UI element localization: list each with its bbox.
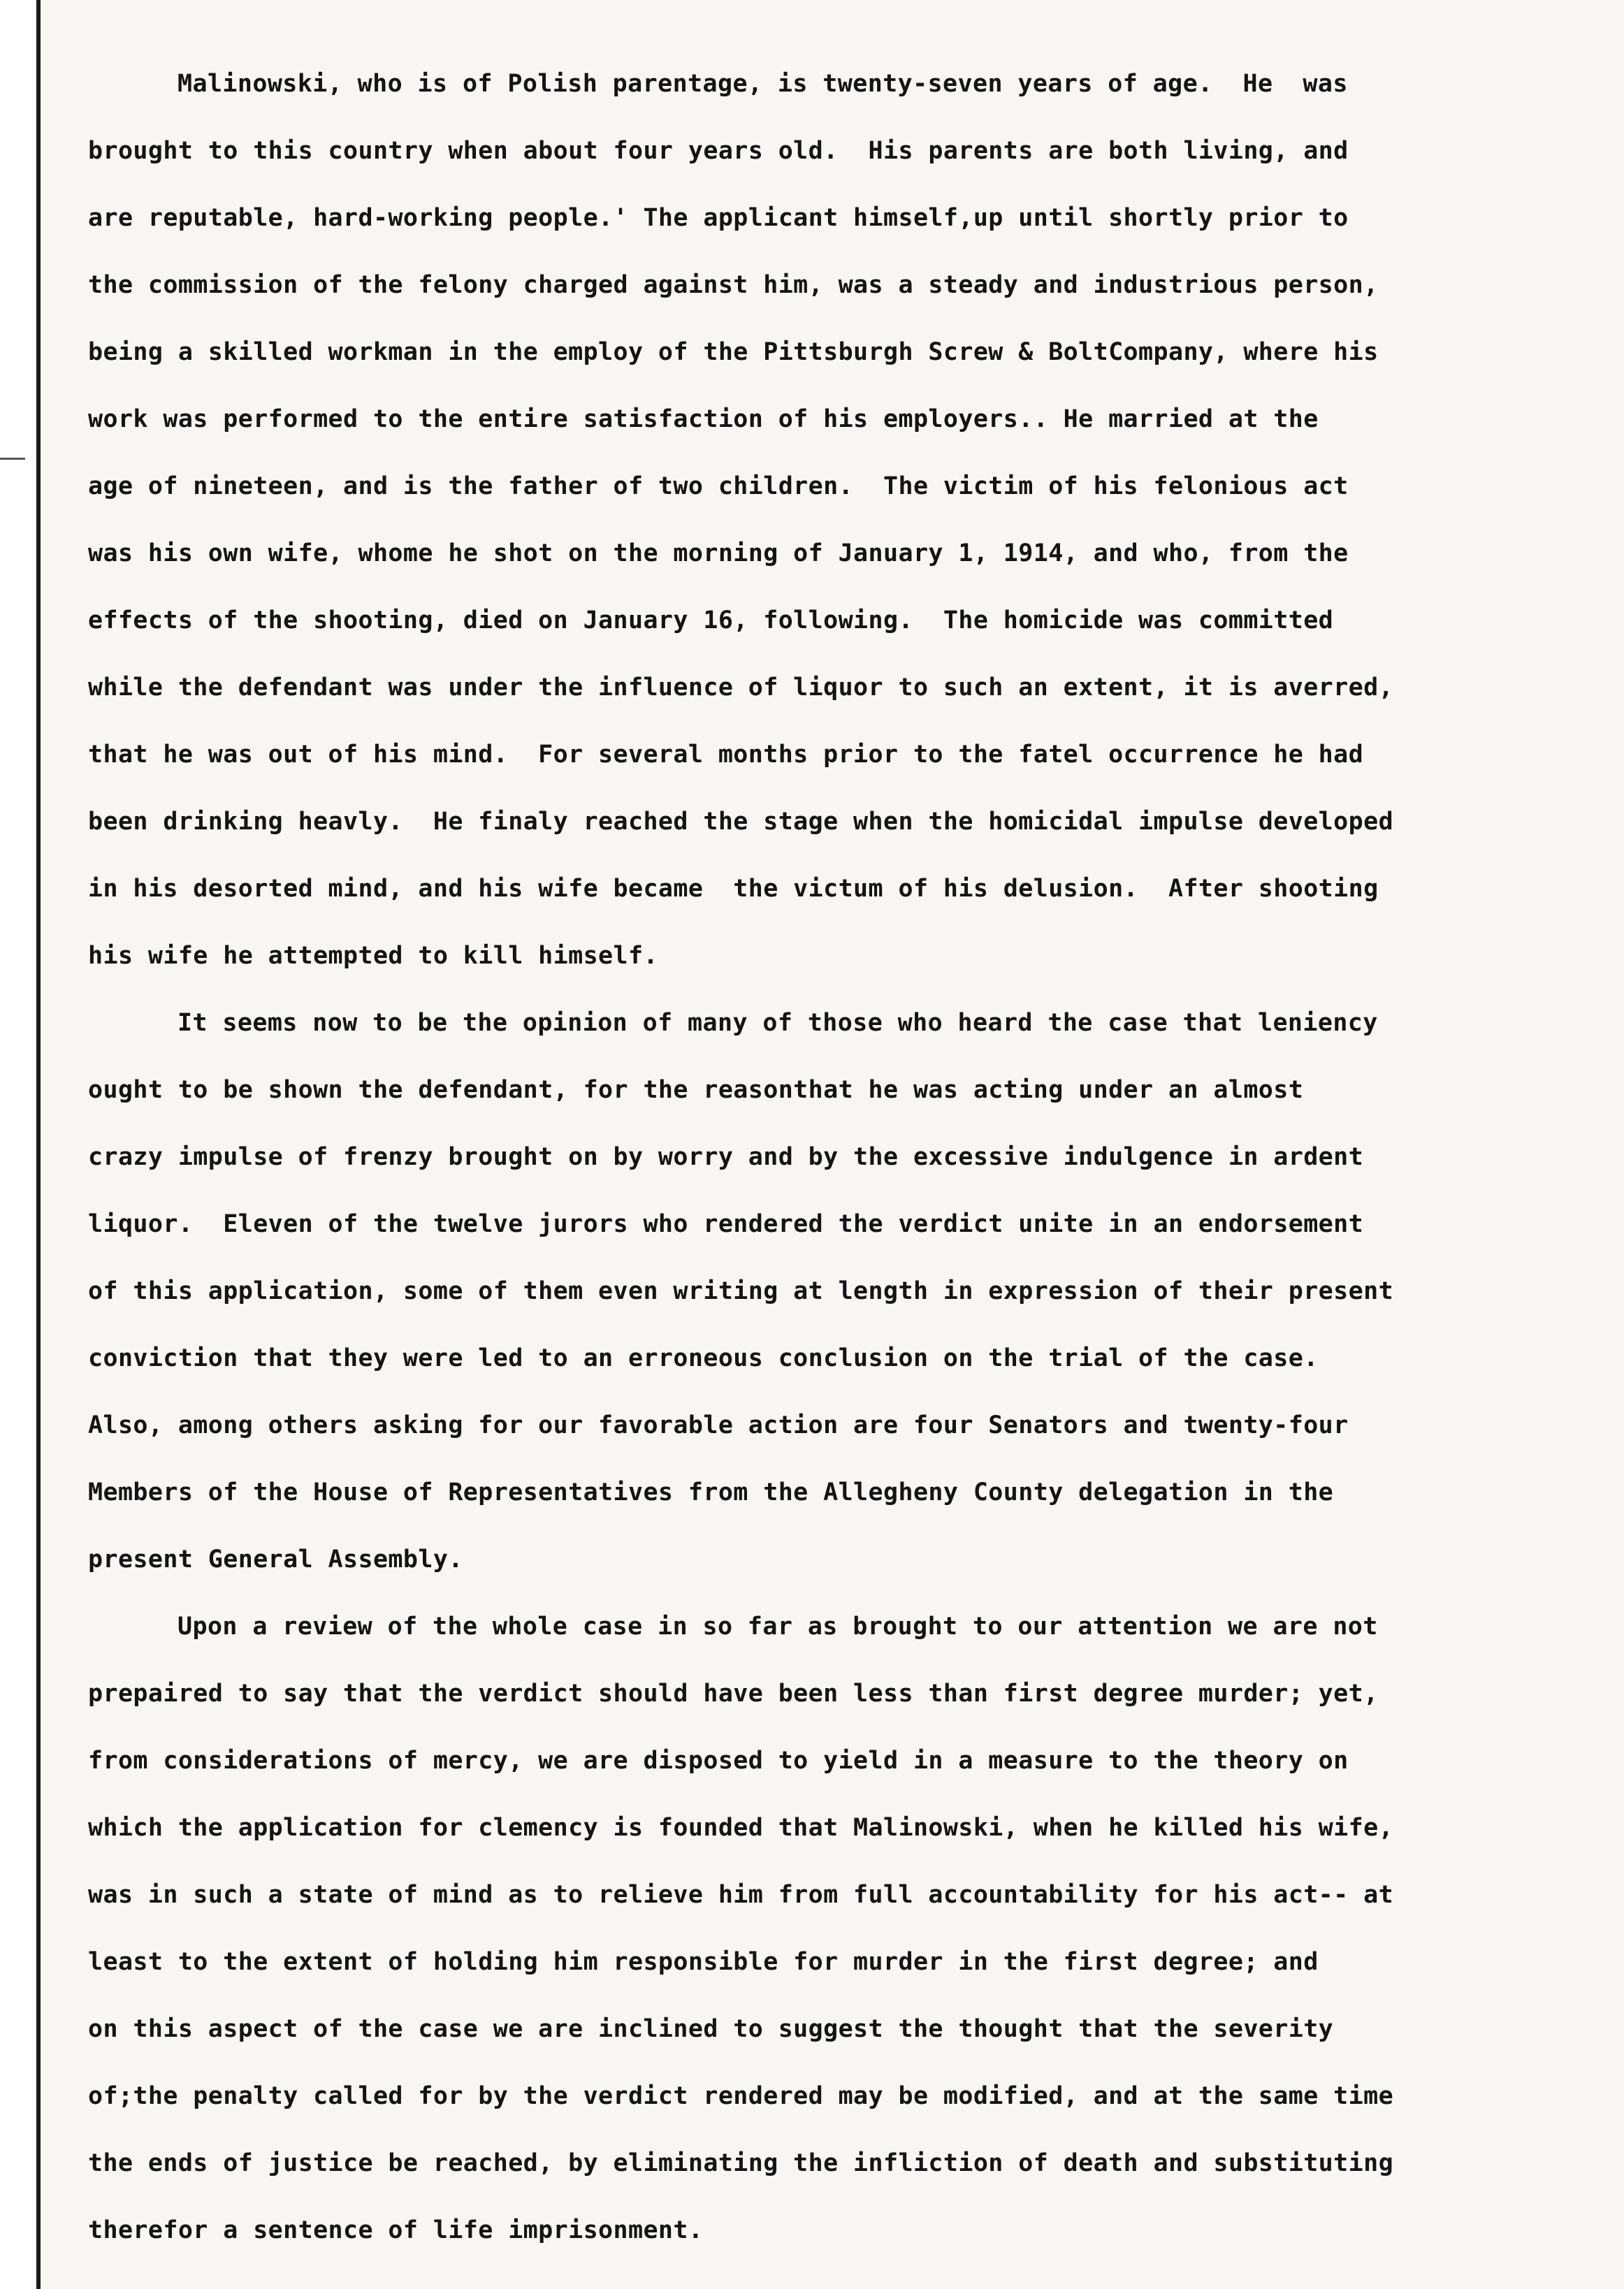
text-line: work was performed to the entire satisfaction of his employers.. He married at the	[88, 405, 1319, 433]
text-line: on this aspect of the case we are inclined to suggest the thought that the severity	[88, 2015, 1334, 2043]
text-line: therefor a sentence of life imprisonment.	[88, 2216, 704, 2244]
text-line: Members of the House of Representatives from the Allegheny County delegation in the	[88, 1478, 1334, 1506]
document-body	[88, 50, 1604, 2264]
text-line: the ends of justice be reached, by eliminating the infliction of death and substituting	[88, 2149, 1394, 2177]
text-line: of this application, some of them even writing at length in expression of their present	[88, 1277, 1394, 1305]
text-line: are reputable, hard-working people.' The applicant himself,up until shortly prior to	[88, 204, 1349, 232]
text-line: prepaired to say that the verdict should have been less than first degree murder; yet,	[88, 1680, 1379, 1708]
text-line: that he was out of his mind. For several months prior to the fatel occurrence he had	[88, 741, 1364, 769]
text-line: been drinking heavly. He finaly reached the stage when the homicidal impulse developed	[88, 808, 1394, 836]
text-line: crazy impulse of frenzy brought on by worry and by the excessive indulgence in ardent	[88, 1143, 1364, 1171]
text-line: effects of the shooting, died on January 16, following. The homicide was committed	[88, 606, 1334, 634]
text-line: present General Assembly.	[88, 1546, 463, 1574]
text-line: Malinowski, who is of Polish parentage, is twenty-seven years of age. He was	[177, 70, 1348, 98]
text-line: It seems now to be the opinion of many of those who heard the case that leniency	[177, 1009, 1378, 1037]
text-line: was his own wife, whome he shot on the morning of January 1, 1914, and who, from the	[88, 539, 1349, 567]
text-line: while the defendant was under the influence of liquor to such an extent, it is averred,	[88, 674, 1394, 702]
margin-rule	[36, 0, 41, 2289]
text-line: which the application for clemency is founded that Malinowski, when he killed his wife,	[88, 1814, 1394, 1842]
text-line: from considerations of mercy, we are disposed to yield in a measure to the theory on	[88, 1747, 1349, 1775]
text-line: in his desorted mind, and his wife became the victum of his delusion. After shooting	[88, 875, 1379, 903]
text-line: liquor. Eleven of the twelve jurors who rendered the verdict unite in an endorsement	[88, 1210, 1364, 1238]
scan-left-border	[0, 0, 36, 2289]
paragraph-3	[88, 1593, 1604, 2264]
text-line: Upon a review of the whole case in so far as brought to our attention we are not	[177, 1613, 1378, 1641]
paragraph-2	[88, 989, 1604, 1593]
paragraph-1	[88, 50, 1604, 989]
text-line: his wife he attempted to kill himself.	[88, 942, 658, 970]
text-line: conviction that they were led to an erroneous conclusion on the trial of the case.	[88, 1344, 1319, 1372]
text-line: Also, among others asking for our favorable action are four Senators and twenty-four	[88, 1411, 1349, 1439]
text-line: was in such a state of mind as to relieve him from full accountability for his act-- at	[88, 1881, 1394, 1909]
text-line: being a skilled workman in the employ of the Pittsburgh Screw & BoltCompany, where his	[88, 338, 1379, 366]
text-line: ought to be shown the defendant, for the reasonthat he was acting under an almost	[88, 1076, 1304, 1104]
text-line: of;the penalty called for by the verdict rendered may be modified, and at the same time	[88, 2082, 1394, 2110]
scan-edge-mark	[0, 458, 25, 460]
text-line: age of nineteen, and is the father of two children. The victim of his felonious act	[88, 472, 1349, 500]
text-line: brought to this country when about four years old. His parents are both living, and	[88, 137, 1349, 165]
text-line: the commission of the felony charged against him, was a steady and industrious person,	[88, 271, 1379, 299]
text-line: least to the extent of holding him responsible for murder in the first degree; and	[88, 1948, 1319, 1976]
